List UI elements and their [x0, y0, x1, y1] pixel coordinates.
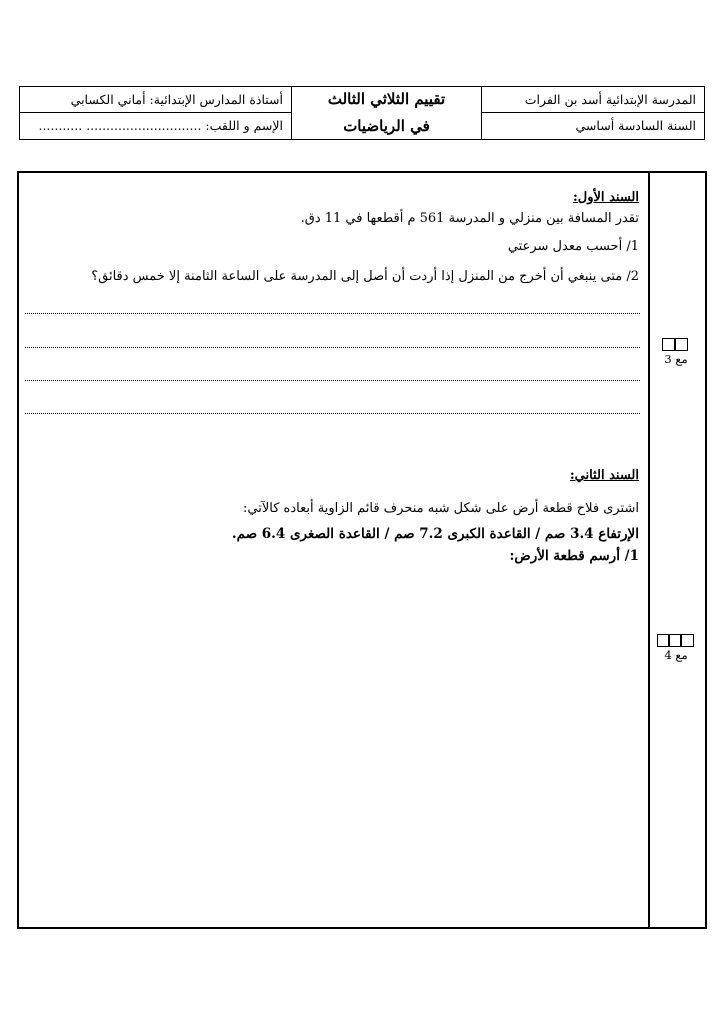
student-name-field[interactable]	[20, 113, 291, 139]
answer-line[interactable]	[25, 413, 640, 414]
school-info	[481, 87, 704, 139]
exam-title	[291, 87, 481, 139]
section1-question2: 2/ متى ينبغي أن أخرج من المنزل إذا أردت أن أصل إلى المدرسة على الساعة الثامنة إلا خمس دقائق؟	[91, 269, 639, 284]
section2-heading: السند الثاني:	[569, 468, 639, 483]
answer-line[interactable]	[25, 380, 640, 381]
grade-level: السنة السادسة أساسي	[575, 118, 696, 133]
teacher-name: أستاذة المدارس الإبتدائية: أماني الكسابي	[20, 87, 291, 113]
section1-question1: 1/ أحسب معدل سرعتي	[507, 239, 639, 254]
exam-content	[19, 173, 648, 927]
exam-body	[17, 171, 707, 929]
school-name: المدرسة الإبتدائية أسد بن الفرات	[482, 87, 704, 113]
student-info	[20, 87, 291, 139]
section2-question1: 1/ أرسم قطعة الأرض:	[509, 548, 639, 564]
score-box-1	[656, 338, 696, 366]
score-label-2: مع 4	[664, 648, 688, 662]
score-cell[interactable]	[662, 338, 675, 351]
answer-line[interactable]	[25, 347, 640, 348]
student-name-label: الإسم و اللقب: .............................	[86, 118, 283, 133]
section1-text: تقدر المسافة بين منزلي و المدرسة 561 م أقطعها في 11 دق.	[300, 211, 639, 226]
student-name-trail: ...........	[38, 118, 83, 133]
score-cell[interactable]	[657, 634, 670, 647]
exam-title-line1: تقييم الثلاثي الثالث	[327, 90, 446, 108]
score-cell[interactable]	[668, 634, 681, 647]
score-cell[interactable]	[681, 634, 694, 647]
score-box-2	[656, 634, 696, 662]
exam-title-line2: في الرياضيات	[343, 117, 430, 135]
score-cell[interactable]	[675, 338, 688, 351]
section1-heading: السند الأول:	[573, 190, 639, 205]
score-label-1: مع 3	[664, 352, 688, 366]
exam-header	[19, 86, 705, 140]
score-margin	[648, 173, 705, 927]
answer-line[interactable]	[25, 313, 640, 314]
section2-text: اشترى فلاح قطعة أرض على شكل شبه منحرف قائم الزاوية أبعاده كالآتي:	[243, 501, 639, 516]
section2-dimensions: الإرتفاع 3.4 صم / القاعدة الكبرى 7.2 صم / القاعدة الصغرى 6.4 صم.	[231, 526, 639, 542]
